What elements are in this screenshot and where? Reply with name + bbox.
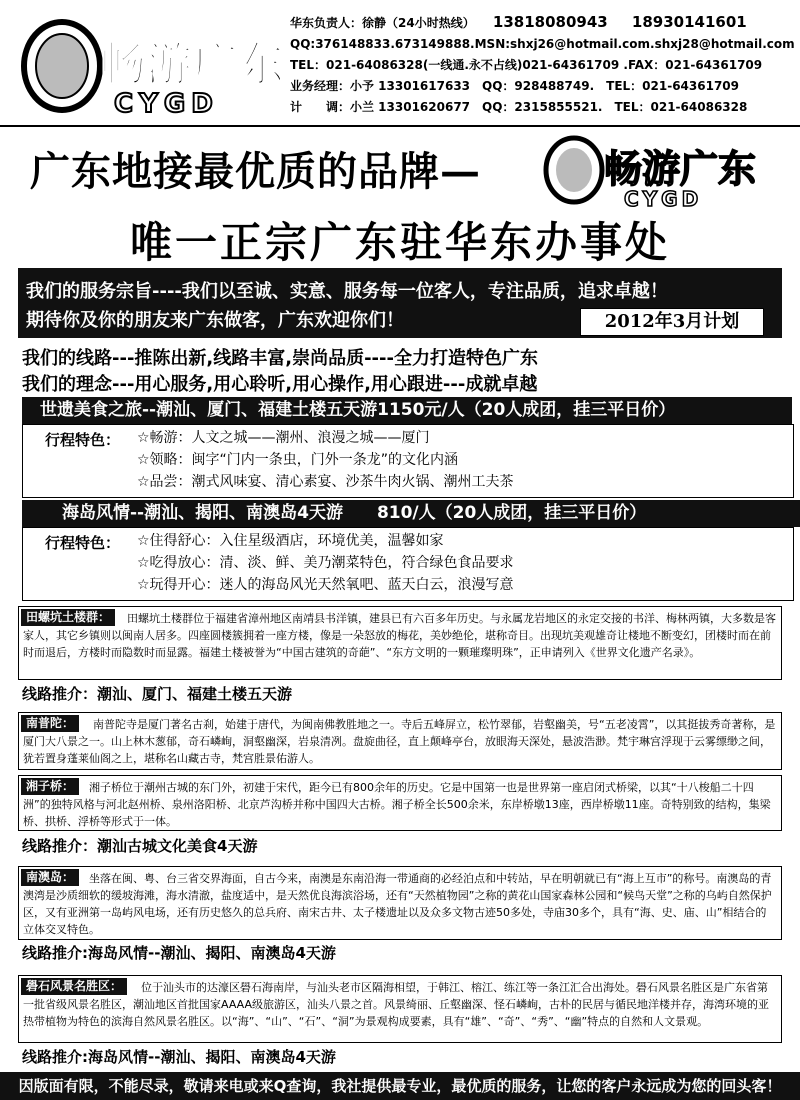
tour-1-features [22,424,794,498]
attraction-tag: 田螺坑土楼群： [21,609,115,626]
inline-logo-subtext: CYGD [624,187,703,210]
attraction-tag: 湘子桥： [21,778,79,795]
headline-office: 唯一正宗广东驻华东办事处 [129,218,670,267]
contact-manager-row [290,12,795,34]
attraction-description: 湘子桥位于潮州古城的东门外，初建于宋代，距今已有800余年的历史。它是中国第一也是世界第一座启闭式桥梁，以其“十八梭船二十四洲”的独特风格与河北赵州桥、泉州洛阳桥、北京芦沟桥并称中国四大古桥。湘子桥全长500余米，东岸桥墩13座，西岸桥墩11座。奇特别致的结构，集梁桥、拱桥、浮桥等形式于一体。 [23,781,771,828]
footer-banner: 因版面有限，不能尽录，敬请来电或来Q查询，我社提供最专业，最优质的服务，让您的客户永远成为您的回头客！ [0,1072,800,1100]
contact-business-manager: 业务经理：小予 13301617633 QQ：928488749. TEL：021-64361709 [290,79,739,93]
hotline-phone-2: 18930141601 [631,13,747,31]
logo-subtext: CYGD [114,89,219,118]
attraction-description: 位于汕头市的达濠区礐石海南岸，与汕头老市区隔海相望，于韩江、榕江、练江等一条江汇合出海处。礐石风景名胜区是广东省第一批省级风景名胜区，潮汕地区首批国家AAAA级旅游区，汕头八景之首。风景绮丽、丘壑幽深、怪石嶙峋，古朴的民居与循民地洋楼并存，海湾环境的亚热带植物为特色的滨海自然风景名胜区。以“海”、“山”、“石”、“洞”为景观构成要素，具有“雄”、“奇”、“秀”、“幽”特点的自然和人文景观。 [23,981,770,1028]
attraction-tag: 礐石风景名胜区： [21,978,127,995]
manager-label: 华东负责人：徐静（24小时热线） [290,16,475,30]
route-recommendation: 线路推介：潮汕古城文化美食4天游 [22,837,258,855]
contact-qq-msn: QQ:376148833.673149888.MSN:shxj26@hotmail.com.shxj28@hotmail.com [290,37,795,51]
attraction-tulou [18,606,782,680]
attraction-queshi [18,975,782,1043]
attraction-description: 坐落在闽、粤、台三省交界海面，自古今来，南澳是东南沿海一带通商的必经泊点和中转站，早在明朝就已有“海上互市”的称号。南澳岛的青澳湾是沙质细软的缓坡海滩，海水清澈，盐度适中，是天然优良海滨浴场，还有“天然植物园”之称的黄花山国家森林公园和“候鸟天堂”之称的乌屿自然保护区，又有亚洲第一岛屿风电场，还有历史悠久的总兵府、南宋古井、太子楼遗址以及众多文物古迹50多处，寺庙30多个，具有“海、史、庙、山”相结合的立体交叉特色。 [23,872,772,936]
company-logo [14,8,284,118]
attraction-nanputuo [18,712,782,770]
concept-slogan: 我们的理念---用心服务,用心聆听,用心操作,用心跟进---成就卓越 [22,374,538,395]
attraction-description: 田螺坑土楼群位于福建省漳州地区南靖县书洋镇，建县已有六百多年历史。与永属龙岩地区的永定交接的书洋、梅林两镇，大多数是客家人，其它乡镇则以闽南人居多。四座圆楼簇拥着一座方楼，像是一朵怒放的梅花，美妙绝伦，堪称奇目。出现坑美观雄奇让楼地不断变幻，团楼时而在前时而退后，方楼时而隐数时而显露。福建土楼被誉为“中国古建筑的奇葩”、“东方文明的一颗璀璨明珠”，正申请列入《世界文化遗产名录》。 [23,612,776,659]
inline-logo-wordmark: 畅游广东 [604,146,757,191]
plan-badge: 2012年3月计划 [580,308,764,336]
route-slogan: 我们的线路---推陈出新,线路丰富,崇尚品质----全力打造特色广东 [22,348,538,369]
tour-2-feature-item: ☆吃得放心：清、淡、鲜、美乃潮菜特色，符合绿色食品要求 [137,555,514,571]
tour-2-title: 海岛风情--潮汕、揭阳、南澳岛4天游 810/人（20人成团，挂三平日价） [22,500,800,527]
contact-scheduler: 计 调：小兰 13301620677 QQ：2315855521. TEL：021-64086328 [290,100,748,114]
tour-2-feature-label: 行程特色： [45,534,121,552]
tour-1-title: 世遗美食之旅--潮汕、厦门、福建土楼五天游1150元/人（20人成团，挂三平日价） [22,397,792,424]
attraction-tag: 南普陀： [21,715,79,732]
attraction-nanaodao [18,866,782,940]
tour-1-feature-item: ☆品尝：潮式风味宴、清心素宴、沙茶牛肉火锅、潮州工夫茶 [137,474,514,490]
brand-logo-inline [538,130,778,210]
contact-block [290,12,795,118]
tour-1-feature-label: 行程特色： [45,431,121,449]
tour-1-feature-item: ☆畅游：人文之城——潮州、浪漫之城——厦门 [137,430,430,446]
tour-2-feature-item: ☆玩得开心：迷人的海岛风光天然氧吧、蓝天白云，浪漫写意 [137,577,514,593]
route-recommendation: 线路推介：潮汕、厦门、福建土楼五天游 [22,685,293,703]
hotline-phone-1: 13818080943 [492,13,608,31]
route-recommendation: 线路推介:海岛风情--潮汕、揭阳、南澳岛4天游 [22,1048,336,1066]
welcome-text: 期待你及你的朋友来广东做客，广东欢迎你们！ [26,310,404,331]
headline-brand: 广东地接最优质的品牌— [30,148,481,195]
contact-tel-fax: TEL：021-64086328(一线通.永不占线)021-64361709 .FAX：021-64361709 [290,58,763,72]
tour-2-features [22,527,794,601]
route-recommendation: 线路推介:海岛风情--潮汕、揭阳、南澳岛4天游 [22,944,336,962]
attraction-xiangziqiao [18,775,782,831]
header-divider [0,125,800,127]
logo-wordmark: 畅游广东 [100,37,284,91]
tour-1-feature-item: ☆领略：闽字“门内一条虫，门外一条龙”的文化内涵 [137,452,459,468]
attraction-tag: 南澳岛： [21,869,79,886]
service-motto: 我们的服务宗旨----我们以至诚、实意、服务每一位客人，专注品质，追求卓越！ [26,281,668,302]
attraction-description: 南普陀寺是厦门著名古刹，始建于唐代，为闽南佛教胜地之一。寺后五峰屏立，松竹翠郁，岩壑幽美，号“五老凌霄”，以其挺拔秀奇著称，是厦门大八景之一。山上林木葱郁，奇石嶙峋，洞壑幽深，岩泉清冽。盘旋曲径，直上颠峰亭台，放眼海天深处，悬波浩渺。梵宇琳宫浮现于云雾缥缈之间，犹若置身蓬莱仙阁之上，堪称名山藏古寺，梵宫胜景佑游人。 [23,718,776,765]
tour-2-feature-item: ☆住得舒心：入住星级酒店，环境优美，温馨如家 [137,533,444,549]
